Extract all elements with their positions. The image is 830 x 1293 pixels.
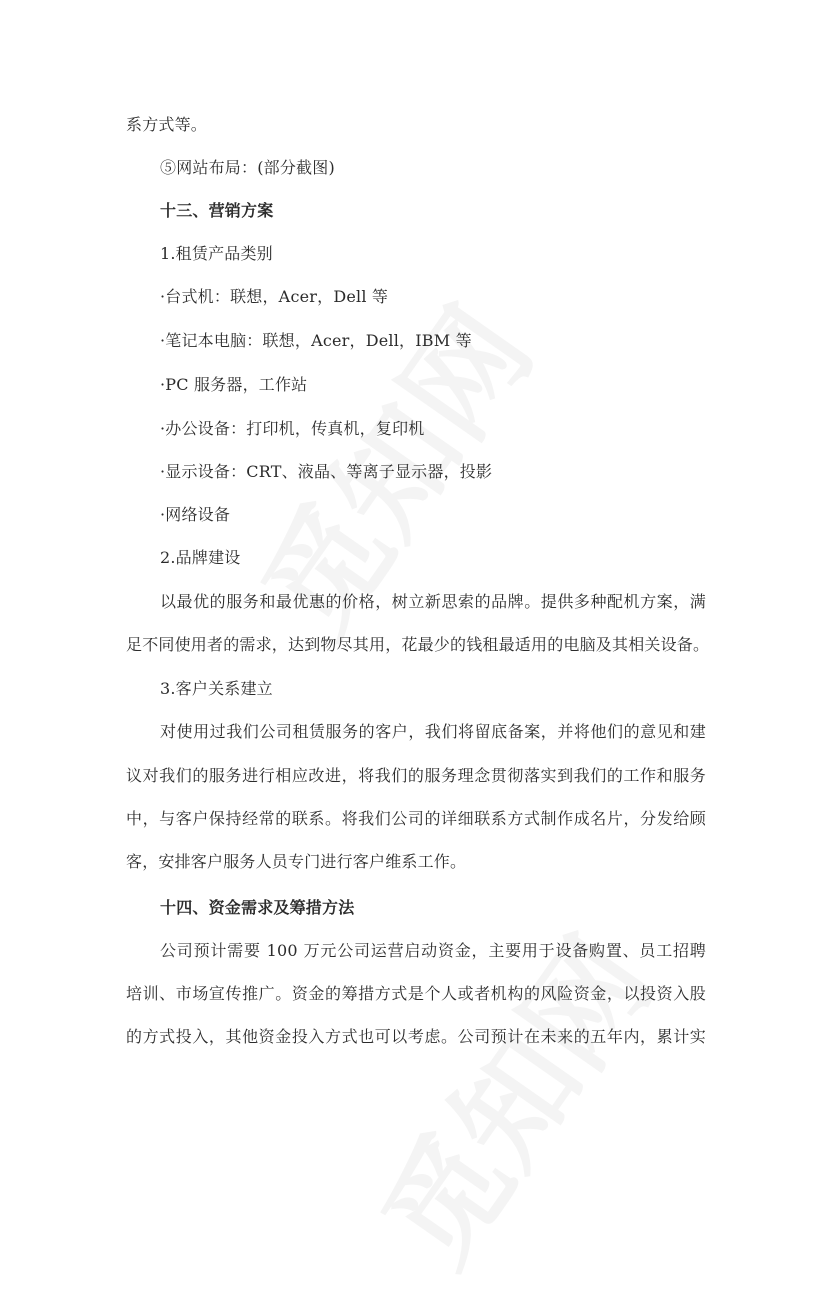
list-item: ·台式机：联想，Acer，Dell 等 — [160, 287, 389, 306]
paragraph-line: 公司预计需要 100 万元公司运营启动资金，主要用于设备购置、员工招聘 — [160, 941, 706, 960]
list-item: ·显示设备：CRT、液晶、等离子显示器，投影 — [160, 462, 493, 481]
paragraph-line: 议对我们的服务进行相应改进，将我们的服务理念贯彻落实到我们的工作和服务 — [126, 766, 706, 785]
list-item: ·办公设备：打印机，传真机，复印机 — [160, 419, 425, 438]
paragraph-line: ⑤网站布局：(部分截图) — [160, 158, 335, 177]
paragraph-line: 足不同使用者的需求，达到物尽其用，花最少的钱租最适用的电脑及其相关设备。 — [126, 635, 710, 654]
paragraph-line: 对使用过我们公司租赁服务的客户，我们将留底备案，并将他们的意见和建 — [160, 722, 706, 741]
paragraph-line: 以最优的服务和最优惠的价格，树立新思索的品牌。提供多种配机方案，满 — [160, 592, 706, 611]
subsection-heading: 3.客户关系建立 — [160, 679, 273, 698]
list-item: ·笔记本电脑：联想，Acer，Dell，IBM 等 — [160, 331, 472, 350]
subsection-heading: 2.品牌建设 — [160, 548, 241, 567]
paragraph-line: 系方式等。 — [126, 115, 208, 134]
section-heading: 十四、资金需求及筹措方法 — [160, 898, 355, 917]
paragraph-line: 客，安排客户服务人员专门进行客户维系工作。 — [126, 852, 467, 871]
paragraph-line: 的方式投入，其他资金投入方式也可以考虑。公司预计在未来的五年内，累计实 — [126, 1027, 706, 1046]
paragraph-line: 中，与客户保持经常的联系。将我们公司的详细联系方式制作成名片，分发给顾 — [126, 809, 706, 828]
list-item: ·PC 服务器，工作站 — [160, 375, 308, 394]
paragraph-line: 培训、市场宣传推广。资金的筹措方式是个人或者机构的风险资金，以投资入股 — [126, 984, 706, 1003]
subsection-heading: 1.租赁产品类别 — [160, 244, 273, 263]
section-heading: 十三、营销方案 — [160, 201, 274, 220]
list-item: ·网络设备 — [160, 505, 231, 524]
